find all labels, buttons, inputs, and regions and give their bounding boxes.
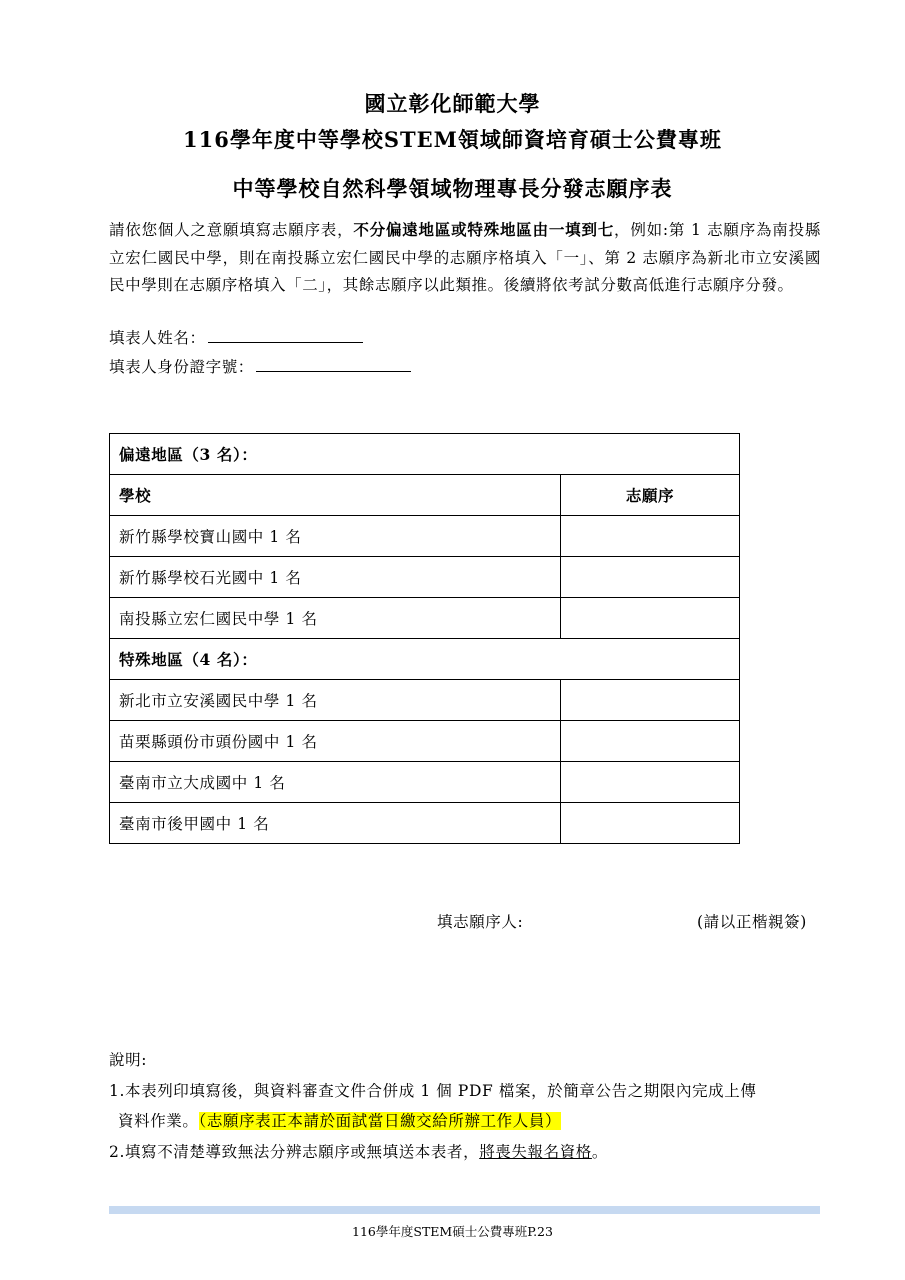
name-label: 填表人姓名： [109,329,206,347]
rank-cell[interactable] [561,762,740,803]
note-1-highlight: （志願序表正本請於面試當日繳交給所辦工作人員） [198,1112,562,1130]
footer-bar [109,1206,820,1214]
school-name: 新竹縣學校石光國中 1 名 [110,557,561,598]
special-area-header: 特殊地區（4 名）： [110,639,740,680]
column-school: 學校 [110,475,561,516]
name-field-row [109,326,363,348]
form-title: 中等學校自然科學領域物理專長分發志願序表 [232,176,673,201]
id-blank[interactable] [256,355,411,372]
column-header-row [110,475,740,516]
remote-header-row [110,434,740,475]
note-2-end: 。 [591,1143,609,1161]
university-title: 國立彰化師範大學 [364,91,541,116]
page-footer: 116學年度STEM碩士公費專班P.23 [352,1224,553,1239]
instructions-part1: 請依您個人之意願填寫志願序表， [109,221,354,239]
instructions-paragraph [109,216,821,300]
note-2-underline: 將喪失報名資格 [479,1143,592,1161]
note-item-2 [109,1140,825,1162]
remote-area-header: 偏遠地區（3 名）： [110,434,740,475]
instructions-bold: 不分偏遠地區或特殊地區由一填到七 [353,220,615,239]
signature-label: 填志願序人: [437,913,524,931]
school-name: 新北市立安溪國民中學 1 名 [110,680,561,721]
table-row [110,516,740,557]
special-header-row [110,639,740,680]
table-row [110,680,740,721]
note-1-text: 資料作業。 [118,1112,199,1130]
rank-cell[interactable] [561,557,740,598]
table-row [110,803,740,844]
school-name: 南投縣立宏仁國民中學 1 名 [110,598,561,639]
preference-table [109,433,740,844]
rank-cell[interactable] [561,721,740,762]
id-label: 填表人身份證字號： [109,358,254,376]
school-name: 臺南市立大成國中 1 名 [110,762,561,803]
table-row [110,557,740,598]
table-row [110,721,740,762]
column-rank: 志願序 [561,475,740,516]
program-title: 116學年度中等學校STEM領域師資培育碩士公費專班 [183,127,722,152]
rank-cell[interactable] [561,803,740,844]
table-row [110,762,740,803]
table-row [110,598,740,639]
school-name: 臺南市後甲國中 1 名 [110,803,561,844]
note-1-line-a: 1.本表列印填寫後，與資料審查文件合併成 1 個 PDF 檔案，於簡章公告之期限內完成上傳 [109,1082,757,1100]
id-field-row [109,355,411,377]
signature-note: (請以正楷親簽) [697,913,807,931]
rank-cell[interactable] [561,680,740,721]
rank-cell[interactable] [561,516,740,557]
note-item-1 [109,1076,825,1136]
school-name: 苗栗縣頭份市頭份國中 1 名 [110,721,561,762]
school-name: 新竹縣學校寶山國中 1 名 [110,516,561,557]
instructions-part2: ，例如:第 1 志願序為南投縣立宏仁國民中學，則在南投縣立宏仁國民中學的志願序格填入「一」、第 2 志願序為新北市立安溪國民中學則在志願序格填入「二」，其餘志願序以此類推。後續將依考試分數高低進行志願序分發。 [109,221,821,294]
rank-cell[interactable] [561,598,740,639]
note-2-text: 2.填寫不清楚導致無法分辨志願序或無填送本表者， [109,1143,480,1161]
note-1-line-b [109,1106,825,1136]
name-blank[interactable] [208,326,363,343]
notes-heading: 說明: [109,1051,148,1069]
